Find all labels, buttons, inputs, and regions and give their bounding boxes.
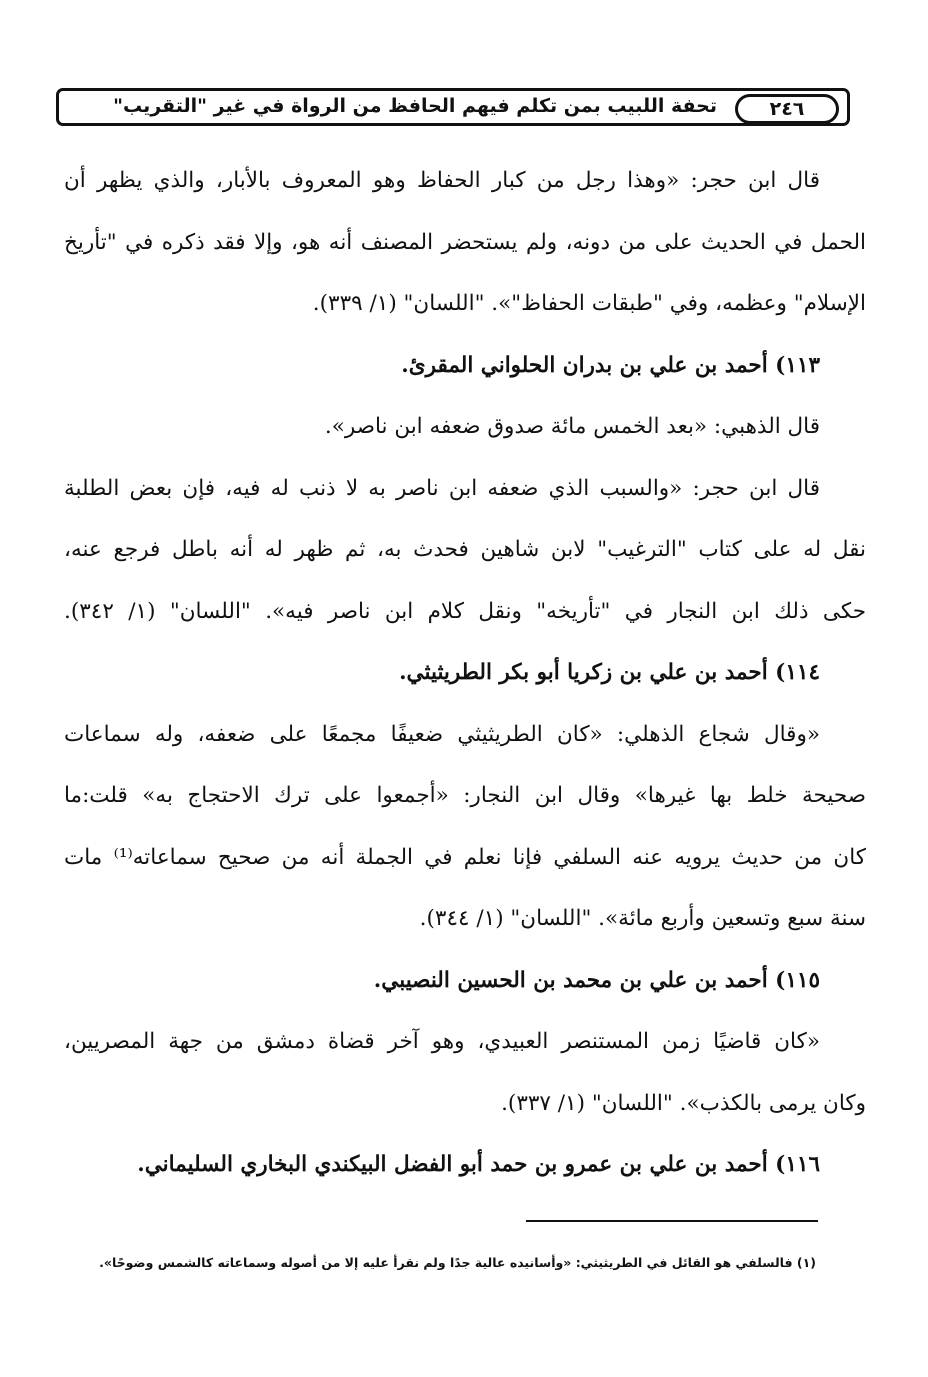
text-line: الإسلام" وعظمه، وفي "طبقات الحفاظ"». "اللسان" (١/ ٣٣٩). [312, 291, 866, 316]
page-header [56, 88, 850, 126]
entry-heading: ١١٤) أحمد بن علي بن زكريا أبو بكر الطريثيثي. [399, 660, 820, 685]
text-line: سنة سبع وتسعين وأربع مائة». "اللسان" (١/ ٣٤٤). [419, 906, 866, 931]
text-line: قال الذهبي: «بعد الخمس مائة صدوق ضعفه ابن ناصر». [324, 414, 820, 439]
text-line: «وقال شجاع الذهلي: «كان الطريثيثي ضعيفًا مجمعًا على ضعفه، وله سماعات [64, 721, 820, 747]
footnote-divider [526, 1220, 818, 1222]
entry-heading: ١١٦) أحمد بن علي بن عمرو بن حمد أبو الفضل البيكندي البخاري السليماني. [137, 1152, 820, 1177]
entry-heading: ١١٣) أحمد بن علي بن بدران الحلواني المقرئ. [401, 352, 820, 378]
text-line: الحمل في الحديث على من دونه، ولم يستحضر المصنف أنه هو، وإلا فقد ذكره في "تأريخ [64, 229, 866, 255]
text-line: صحيحة خلط بها غيرها» وقال ابن النجار: «أجمعوا على ترك الاحتجاج به» قلت:ما [64, 783, 866, 808]
text-line: كان من حديث يرويه عنه السلفي فإنا نعلم في الجملة أنه من صحيح سماعاته⁽¹⁾ مات [64, 844, 866, 870]
text-line: «كان قاضيًا زمن المستنصر العبيدي، وهو آخر قضاة دمشق من جهة المصريين، [64, 1029, 820, 1054]
text-line: نقل له على كتاب "الترغيب" لابن شاهين فحدث به، ثم ظهر له أنه باطل فرجع عنه، [64, 537, 866, 562]
text-line: قال ابن حجر: «وهذا رجل من كبار الحفاظ وهو المعروف بالأبار، والذي يظهر أن [64, 168, 820, 193]
text-line: وكان يرمى بالكذب». "اللسان" (١/ ٣٣٧). [501, 1090, 866, 1116]
entry-heading: ١١٥) أحمد بن علي بن محمد بن الحسين النصيبي. [373, 967, 820, 993]
text-line: قال ابن حجر: «والسبب الذي ضعفه ابن ناصر به لا ذنب له فيه، فإن بعض الطلبة [64, 475, 820, 501]
footnote: (١) فالسلفي هو القائل في الطريثيثي: «وأسانيده عالية جدًا ولم نقرأ عليه إلا من أصوله وسماعاته كالشمس وضوحًا». [99, 1255, 816, 1270]
body-text [64, 150, 866, 1196]
page-number: ٢٤٦ [735, 94, 839, 124]
text-line: حكى ذلك ابن النجار في "تأريخه" ونقل كلام ابن ناصر فيه». "اللسان" (١/ ٣٤٢). [64, 598, 866, 624]
book-title: تحفة اللبيب بمن تكلم فيهم الحافظ من الرواة في غير "التقريب" [113, 95, 717, 117]
